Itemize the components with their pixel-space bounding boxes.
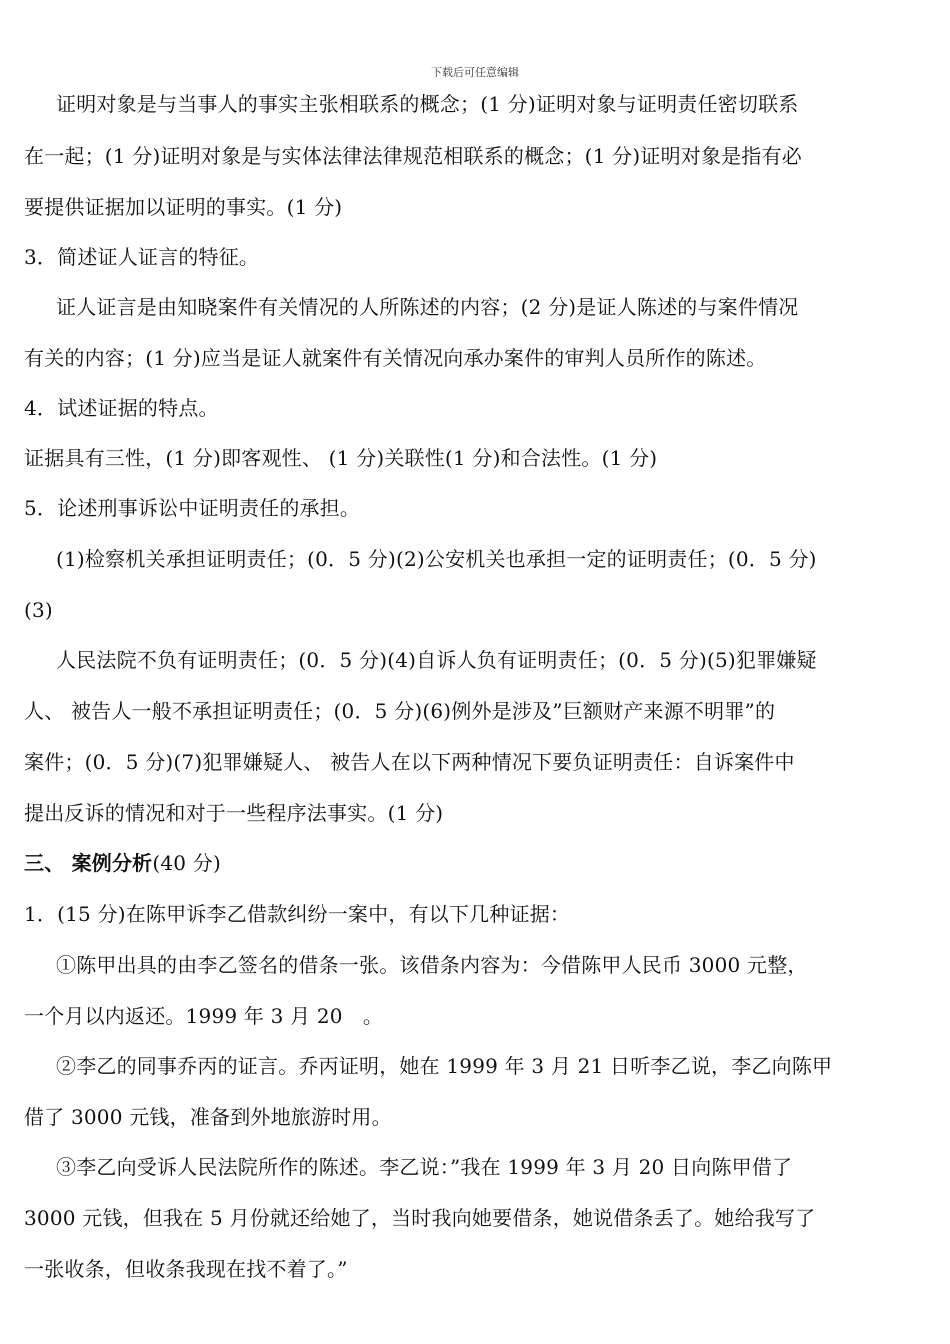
question-heading: 3．简述证人证言的特征。	[24, 245, 260, 269]
paragraph-line: 一个月以内返还。1999 年 3 月 20 。	[24, 1004, 384, 1028]
paragraph-line: ①陈甲出具的由李乙签名的借条一张。该借条内容为：今借陈甲人民币 3000 元整，	[56, 953, 808, 977]
paragraph-line: 案件；(0．5 分)(7)犯罪嫌疑人、 被告人在以下两种情况下要负证明责任：自诉案件中	[24, 750, 795, 774]
paragraph-line: 人、 被告人一般不承担证明责任；(0．5 分)(6)例外是涉及”巨额财产来源不明罪”的	[24, 699, 776, 723]
paragraph-line: 在一起；(1 分)证明对象是与实体法律法律规范相联系的概念；(1 分)证明对象是指有必	[24, 144, 802, 168]
paragraph-line: 证据具有三性，(1 分)即客观性、 (1 分)关联性(1 分)和合法性。(1 分)	[24, 446, 658, 470]
paragraph-line: 人民法院不负有证明责任；(0．5 分)(4)自诉人负有证明责任；(0．5 分)(5)犯罪嫌疑	[56, 648, 817, 672]
question-heading: 4．试述证据的特点。	[24, 396, 219, 420]
paragraph-line: 证人证言是由知晓案件有关情况的人所陈述的内容；(2 分)是证人陈述的与案件情况	[56, 295, 799, 319]
paragraph-line: (3)	[24, 598, 53, 622]
paragraph-line: 3000 元钱，但我在 5 月份就还给她了，当时我向她要借条，她说借条丢了。她给我写了	[24, 1206, 816, 1230]
paragraph-line: 一张收条，但收条我现在找不着了。”	[24, 1257, 348, 1281]
paragraph-line: ②李乙的同事乔丙的证言。乔丙证明，她在 1999 年 3 月 21 日听李乙说，李乙向陈甲	[56, 1054, 833, 1078]
paragraph-line: 证明对象是与当事人的事实主张相联系的概念；(1 分)证明对象与证明责任密切联系	[56, 92, 799, 116]
paragraph-line: ③李乙向受诉人民法院所作的陈述。李乙说：”我在 1999 年 3 月 20 日向陈甲借了	[56, 1155, 793, 1179]
section-title: 三、 案例分析	[24, 851, 153, 875]
question-heading: 1．(15 分)在陈甲诉李乙借款纠纷一案中，有以下几种证据：	[24, 902, 571, 926]
page-header-note: 下载后可任意编辑	[431, 66, 519, 79]
section-heading	[24, 850, 221, 876]
question-heading: 5．论述刑事诉讼中证明责任的承担。	[24, 496, 361, 520]
section-score: (40 分)	[152, 851, 221, 875]
paragraph-line: (1)检察机关承担证明责任；(0．5 分)(2)公安机关也承担一定的证明责任；(0．5 分)	[56, 547, 817, 571]
paragraph-line: 要提供证据加以证明的事实。(1 分)	[24, 195, 343, 219]
paragraph-line: 有关的内容；(1 分)应当是证人就案件有关情况向承办案件的审判人员所作的陈述。	[24, 346, 767, 370]
paragraph-line: 提出反诉的情况和对于一些程序法事实。(1 分)	[24, 801, 444, 825]
paragraph-line: 借了 3000 元钱，准备到外地旅游时用。	[24, 1105, 392, 1129]
